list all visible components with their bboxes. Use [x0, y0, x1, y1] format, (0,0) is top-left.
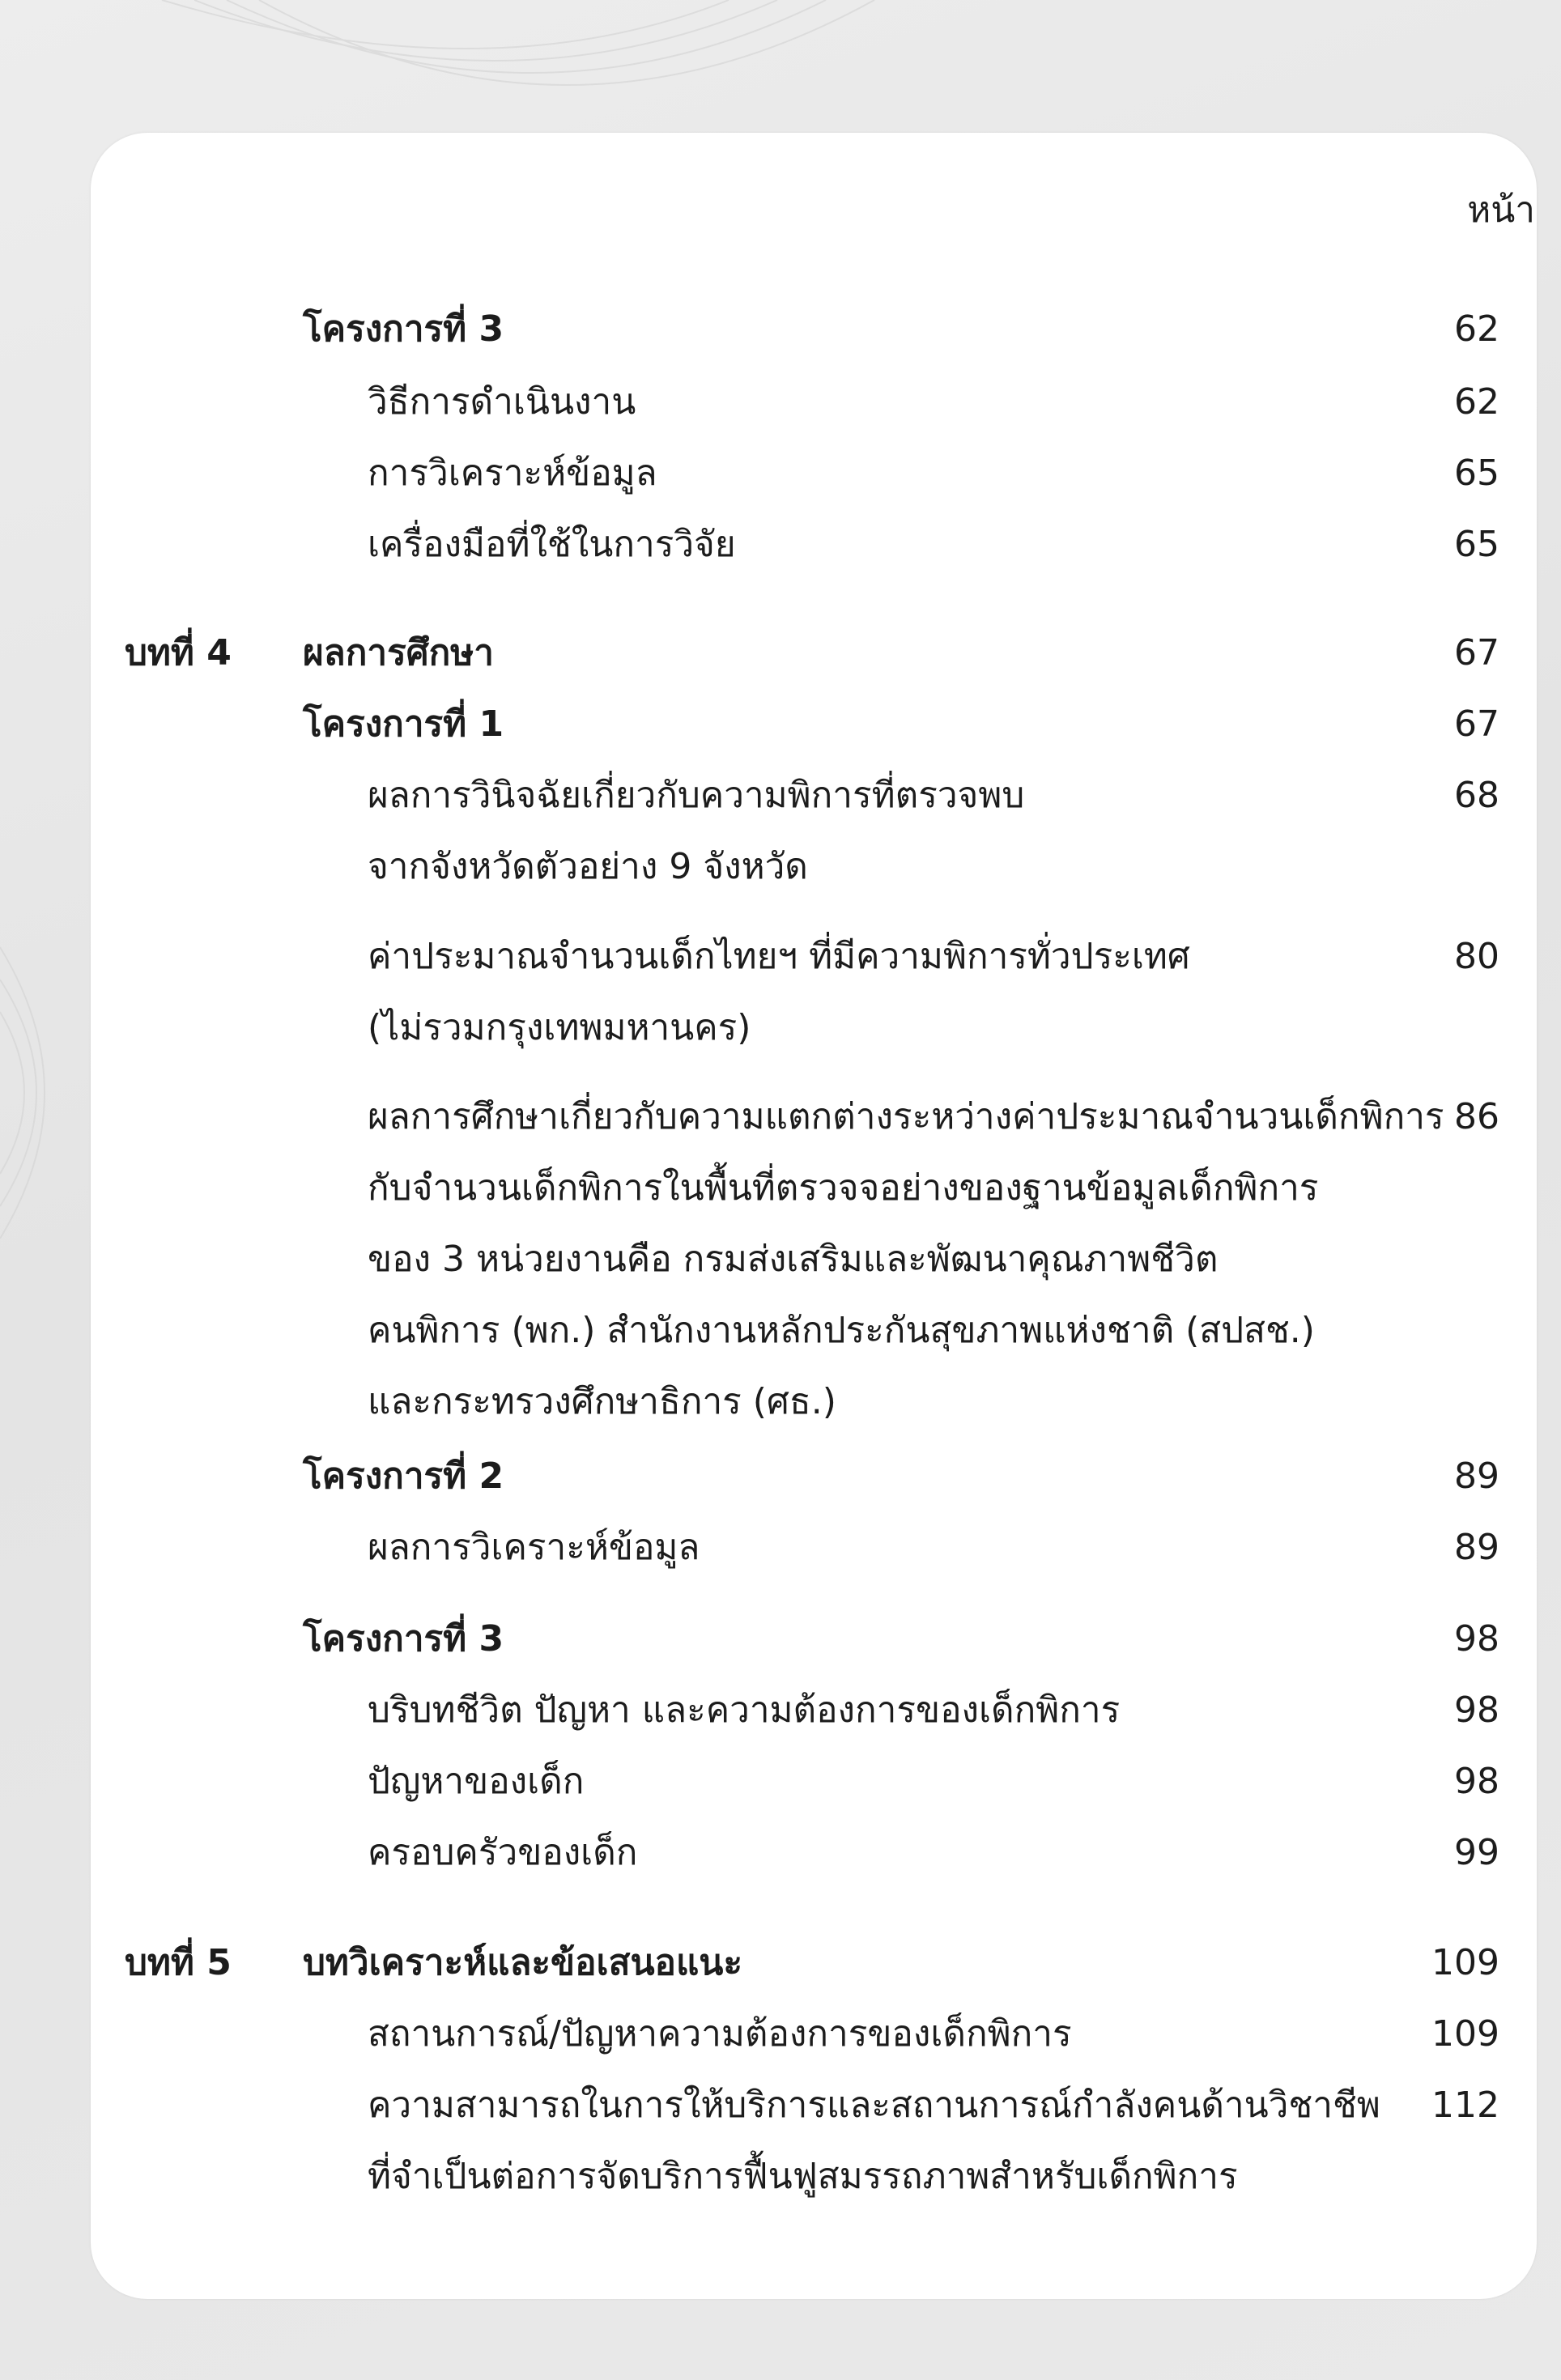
toc-entry-title: การวิเคราะห์ข้อมูล: [368, 453, 657, 494]
toc-page-number: 112: [1431, 2085, 1499, 2126]
toc-page-number: 89: [1454, 1527, 1499, 1568]
toc-entry-title: วิธีการดำเนินงาน: [368, 381, 636, 423]
toc-entry-title-continuation: คนพิการ (พก.) สำนักงานหลักประกันสุขภาพแห่งชาติ (สปสช.): [368, 1310, 1315, 1351]
toc-page-number: 80: [1454, 936, 1499, 977]
toc-page-number: 65: [1454, 524, 1499, 565]
toc-page-number: 65: [1454, 453, 1499, 494]
toc-entry-title: โครงการที่ 1: [303, 703, 504, 745]
toc-entry-title: ผลการวินิจฉัยเกี่ยวกับความพิการที่ตรวจพบ: [368, 775, 1025, 816]
toc-page-number: 98: [1454, 1618, 1499, 1660]
toc-page: [91, 133, 1537, 2299]
toc-page-number: 62: [1454, 381, 1499, 423]
toc-entry-title: บทวิเคราะห์และข้อเสนอแนะ: [303, 1942, 743, 1983]
toc-entry-title-continuation: กับจำนวนเด็กพิการในพื้นที่ตรวจจอย่างของฐานข้อมูลเด็กพิการ: [368, 1167, 1319, 1209]
toc-page-number: 98: [1454, 1761, 1499, 1802]
toc-page-number: 62: [1454, 308, 1499, 350]
toc-page-number: 109: [1431, 2013, 1499, 2055]
toc-entry-title: ผลการวิเคราะห์ข้อมูล: [368, 1527, 700, 1568]
toc-page-number: 86: [1454, 1096, 1499, 1137]
toc-page-number: 109: [1431, 1942, 1499, 1983]
toc-page-number: 67: [1454, 703, 1499, 745]
toc-page-number: 99: [1454, 1832, 1499, 1873]
toc-entry-title: สถานการณ์/ปัญหาความต้องการของเด็กพิการ: [368, 2013, 1072, 2055]
toc-entry-title: ปัญหาของเด็ก: [368, 1761, 585, 1802]
chapter-label: บทที่ 5: [125, 1942, 232, 1983]
toc-page-number: 67: [1454, 632, 1499, 674]
toc-page-number: 98: [1454, 1689, 1499, 1731]
toc-entry-title-continuation: ที่จำเป็นต่อการจัดบริการฟื้นฟูสมรรถภาพสำหรับเด็กพิการ: [368, 2156, 1238, 2197]
toc-entry-title: ผลการศึกษา: [303, 632, 495, 674]
toc-entry-title: ค่าประมาณจำนวนเด็กไทยฯ ที่มีความพิการทั่วประเทศ: [368, 936, 1190, 977]
toc-entry-title: โครงการที่ 3: [303, 1618, 504, 1660]
toc-entry-title: ความสามารถในการให้บริการและสถานการณ์กำลังคนด้านวิชาชีพ: [368, 2085, 1380, 2126]
toc-entry-title: เครื่องมือที่ใช้ในการวิจัย: [368, 524, 736, 565]
chapter-label: บทที่ 4: [125, 632, 232, 674]
toc-entry-title: บริบทชีวิต ปัญหา และความต้องการของเด็กพิการ: [368, 1689, 1121, 1731]
page-column-label: หน้า: [1467, 189, 1535, 231]
toc-entry-title: ครอบครัวของเด็ก: [368, 1832, 638, 1873]
toc-entry-title: ผลการศึกษาเกี่ยวกับความแตกต่างระหว่างค่าประมาณจำนวนเด็กพิการ: [368, 1096, 1444, 1137]
toc-page-number: 89: [1454, 1456, 1499, 1497]
toc-entry-title-continuation: จากจังหวัดตัวอย่าง 9 จังหวัด: [368, 846, 808, 887]
toc-entry-title: โครงการที่ 2: [303, 1456, 504, 1497]
toc-entry-title: โครงการที่ 3: [303, 308, 504, 350]
toc-entry-title-continuation: และกระทรวงศึกษาธิการ (ศธ.): [368, 1381, 836, 1422]
toc-entry-title-continuation: ของ 3 หน่วยงานคือ กรมส่งเสริมและพัฒนาคุณภาพชีวิต: [368, 1239, 1219, 1280]
toc-page-number: 68: [1454, 775, 1499, 816]
toc-entry-title-continuation: (ไม่รวมกรุงเทพมหานคร): [368, 1007, 751, 1048]
